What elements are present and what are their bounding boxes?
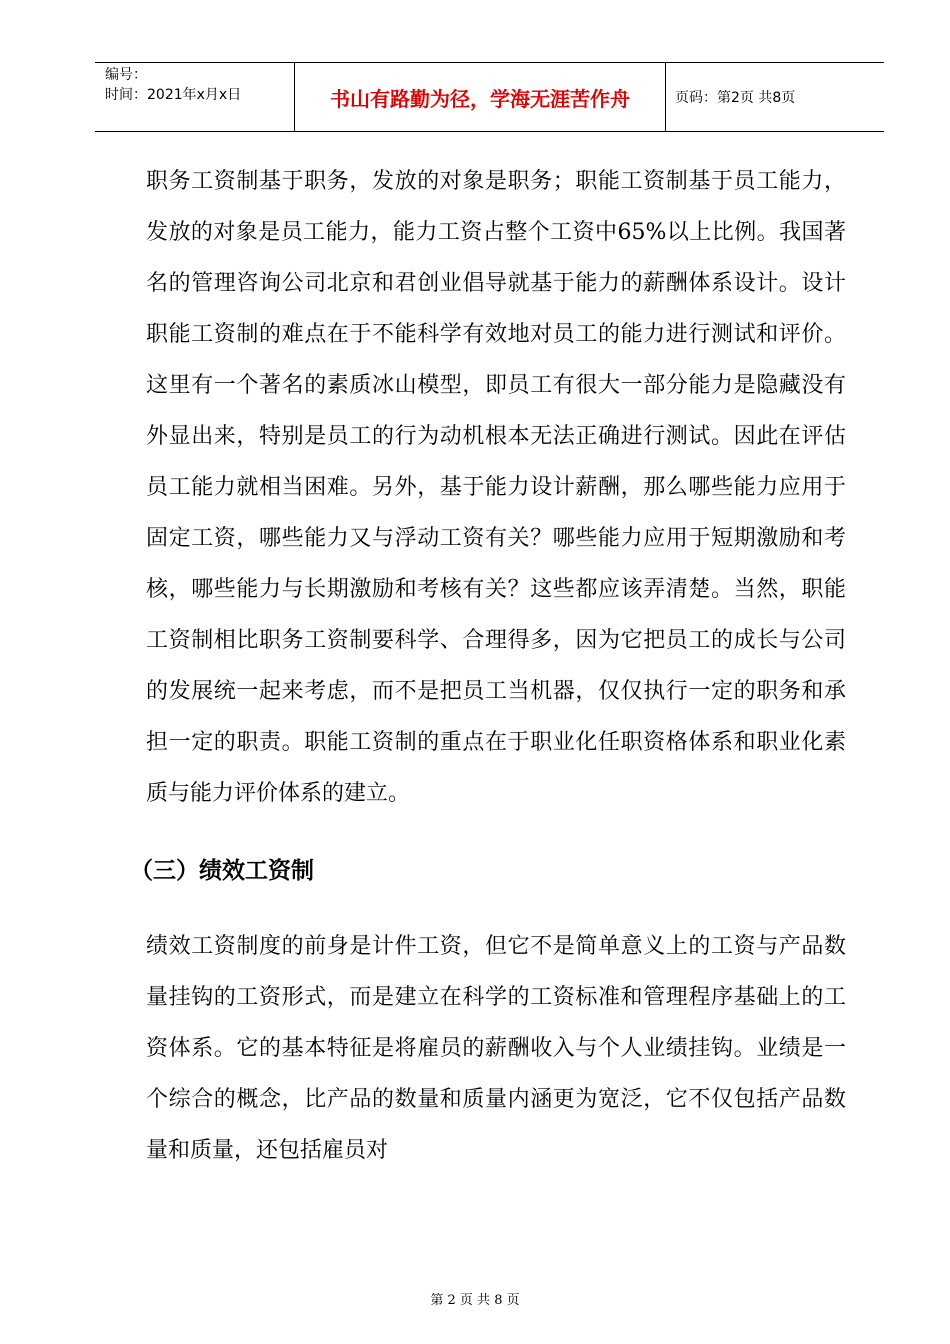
body-paragraph-1: 职务工资制基于职务，发放的对象是职务；职能工资制基于员工能力，发放的对象是员工能力，能力工资占整个工资中65%以上比例。我国著名的管理咨询公司北京和君创业倡导就基于能力的薪酬体系设计。设计职能工资制的难点在于不能科学有效地对员工的能力进行测试和评价。这里有一个著名的素质冰山模型，即员工有很大一部分能力是隐藏没有外显出来，特别是员工的行为动机根本无法正确进行测试。因此在评估员工能力就相当困难。另外，基于能力设计薪酬，那么哪些能力应用于固定工资，哪些能力又与浮动工资有关？哪些能力应用于短期激励和考核，哪些能力与长期激励和考核有关？这些都应该弄清楚。当然，职能工资制相比职务工资制要科学、合理得多，因为它把员工的成长与公司的发展统一起来考虑，而不是把员工当机器，仅仅执行一定的职务和承担一定的职责。职能工资制的重点在于职业化任职资格体系和职业化素质与能力评价体系的建立。 — [146, 169, 846, 806]
document-body — [130, 156, 846, 1176]
page-header — [95, 62, 884, 132]
body-paragraph-2: 绩效工资制度的前身是计件工资，但它不是简单意义上的工资与产品数量挂钩的工资形式，而是建立在科学的工资标准和管理程序基础上的工资体系。它的基本特征是将雇员的薪酬收入与个人业绩挂钩。业绩是一个综合的概念，比产品的数量和质量内涵更为宽泛，它不仅包括产品数量和质量，还包括雇员对 — [146, 934, 846, 1163]
header-meta — [105, 65, 241, 105]
header-divider — [665, 63, 666, 131]
header-motto: 书山有路勤为径，学海无涯苦作舟 — [330, 86, 630, 111]
section-heading: （三）绩效工资制 — [130, 858, 314, 884]
document-number-label: 编号： — [105, 67, 147, 83]
document-time: 时间：2021年x月x日 — [105, 87, 242, 103]
header-page-info: 页码：第2页 共8页 — [675, 90, 796, 106]
page-footer: 第 2 页 共 8 页 — [430, 1293, 520, 1308]
